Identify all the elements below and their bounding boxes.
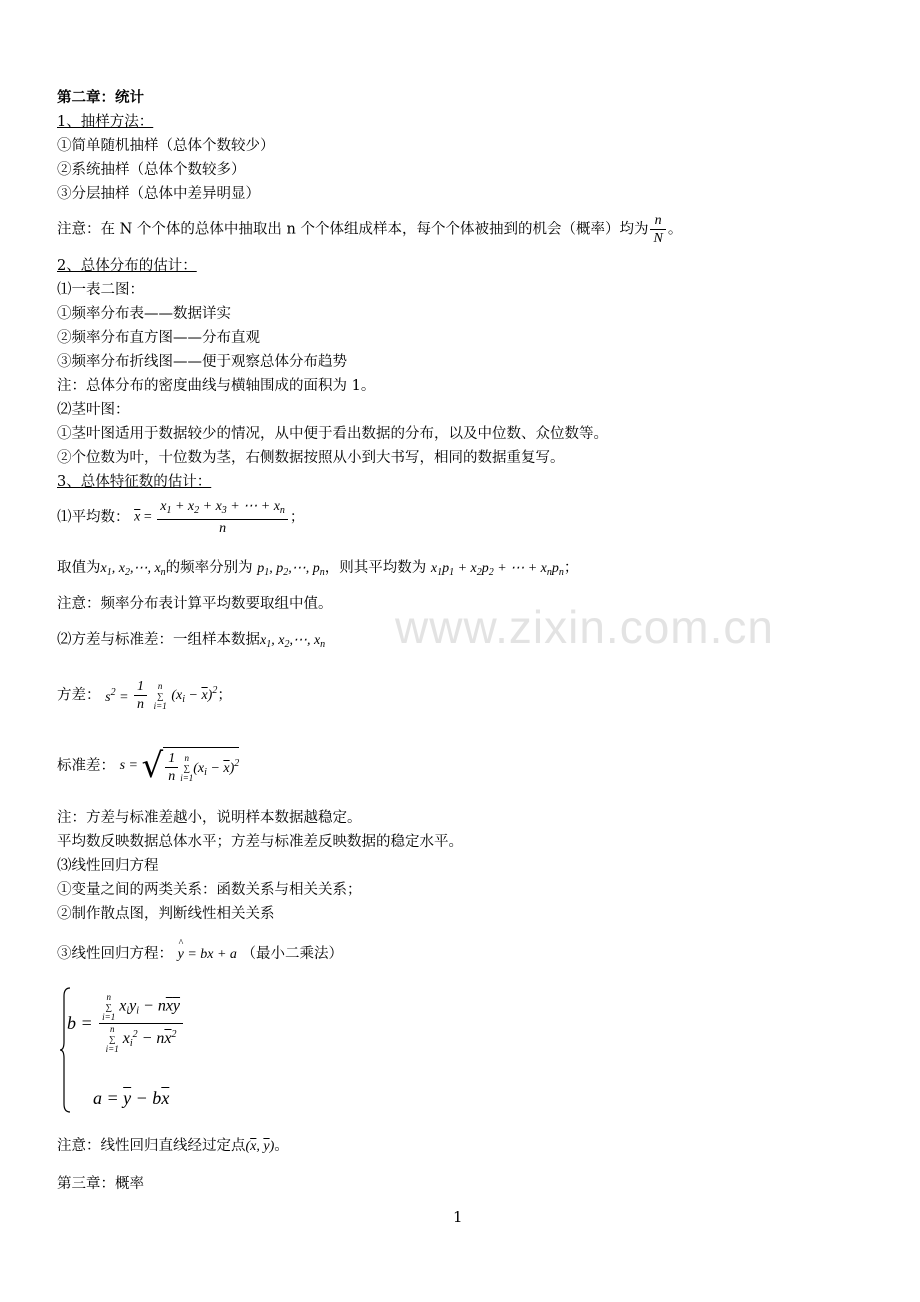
- regression-item-2: ②制作散点图，判断线性相关关系: [57, 906, 275, 922]
- dist-item-2: ②频率分布直方图——分布直观: [57, 330, 260, 346]
- sampling-item-1: ①简单随机抽样（总体个数较少）: [57, 138, 275, 154]
- regression-point-note: 注意：线性回归直线经过定点($\overline{x}$, $\overline{y}$)。: [57, 1138, 289, 1154]
- regression-equation: ③线性回归方程： y ^ = bx + a （最小二乘法）: [57, 938, 344, 962]
- weighted-mean: 取值为$x_1$, $x_2,\cdots$, $x_n$的频率分别为 $p_1$, $p_2,\cdots$, $p_n$，则其平均数为 $x_1p_1 + x_2p_2$ + ⋯ + $x_np_n$；: [57, 560, 579, 578]
- chapter2-title: 第二章：统计: [57, 89, 144, 106]
- dist-item-1: ①频率分布表——数据详实: [57, 306, 231, 322]
- section2-title: 2、总体分布的估计：: [57, 258, 197, 274]
- stem-leaf-title: ⑵茎叶图：: [57, 402, 130, 418]
- regression-item-1: ①变量之间的两类关系：函数关系与相关关系；: [57, 882, 362, 898]
- density-note: 注：总体分布的密度曲线与横轴围成的面积为 1。: [57, 378, 376, 394]
- variance-note-2: 平均数反映数据总体水平；方差与标准差反映数据的稳定水平。: [57, 834, 463, 850]
- section1-title: 1、抽样方法：: [57, 114, 154, 130]
- stem-leaf-item-2: ②个位数为叶，十位数为茎，右侧数据按照从小到大书写，相同的数据重复写。: [57, 450, 565, 466]
- mean-formula: ⑴平均数： $\overline{x}$ = $\frac{x_1 + x_2 + x_3 + \cdots + x_n}{n}$ ；: [57, 499, 305, 536]
- one-table-two-charts: ⑴一表二图：: [57, 282, 144, 298]
- freq-table-note: 注意：频率分布表计算平均数要取组中值。: [57, 596, 333, 612]
- regression-title: ⑶线性回归方程: [57, 858, 159, 874]
- least-squares-system: b = n ∑ i=1 $x_iy_i - n\overline{x}\overline{y}$ n ∑ i=1 $x_i^2 - n\overline{x}^2$ $a = \overline{y} - b\overline{x}$: [57, 984, 277, 1114]
- sampling-item-2: ②系统抽样（总体个数较多）: [57, 162, 246, 178]
- watermark: www.zixin.com.cn: [395, 601, 774, 653]
- section3-title: 3、总体特征数的估计：: [57, 474, 212, 490]
- sampling-note: 注意：在 N 个个体的总体中抽取出 n 个个体组成样本，每个个体被抽到的机会（概率）均为 $\frac{n}{N}$ 。: [57, 213, 683, 246]
- chapter3-title: 第三章：概率: [57, 1176, 144, 1192]
- std-formula: 标准差： s = √ $\frac{1}{n}$ n ∑ i=1 $(x_i - \overline{x})^2$: [57, 746, 240, 786]
- variance-note-1: 注：方差与标准差越小，说明样本数据越稳定。: [57, 810, 362, 826]
- variance-formula: 方差： $s^2$ = $\frac{1}{n}$ n ∑ i=1 $(x_i - \overline{x})^2$；: [57, 679, 232, 712]
- stem-leaf-item-1: ①茎叶图适用于数据较少的情况，从中便于看出数据的分布，以及中位数、众位数等。: [57, 426, 608, 442]
- page-number: 1: [453, 1208, 463, 1226]
- dist-item-3: ③频率分布折线图——便于观察总体分布趋势: [57, 354, 347, 370]
- variance-title: ⑵方差与标准差：一组样本数据$x_1$, $x_2,\cdots$, $x_n$: [57, 632, 326, 650]
- sampling-item-3: ③分层抽样（总体中差异明显）: [57, 186, 260, 202]
